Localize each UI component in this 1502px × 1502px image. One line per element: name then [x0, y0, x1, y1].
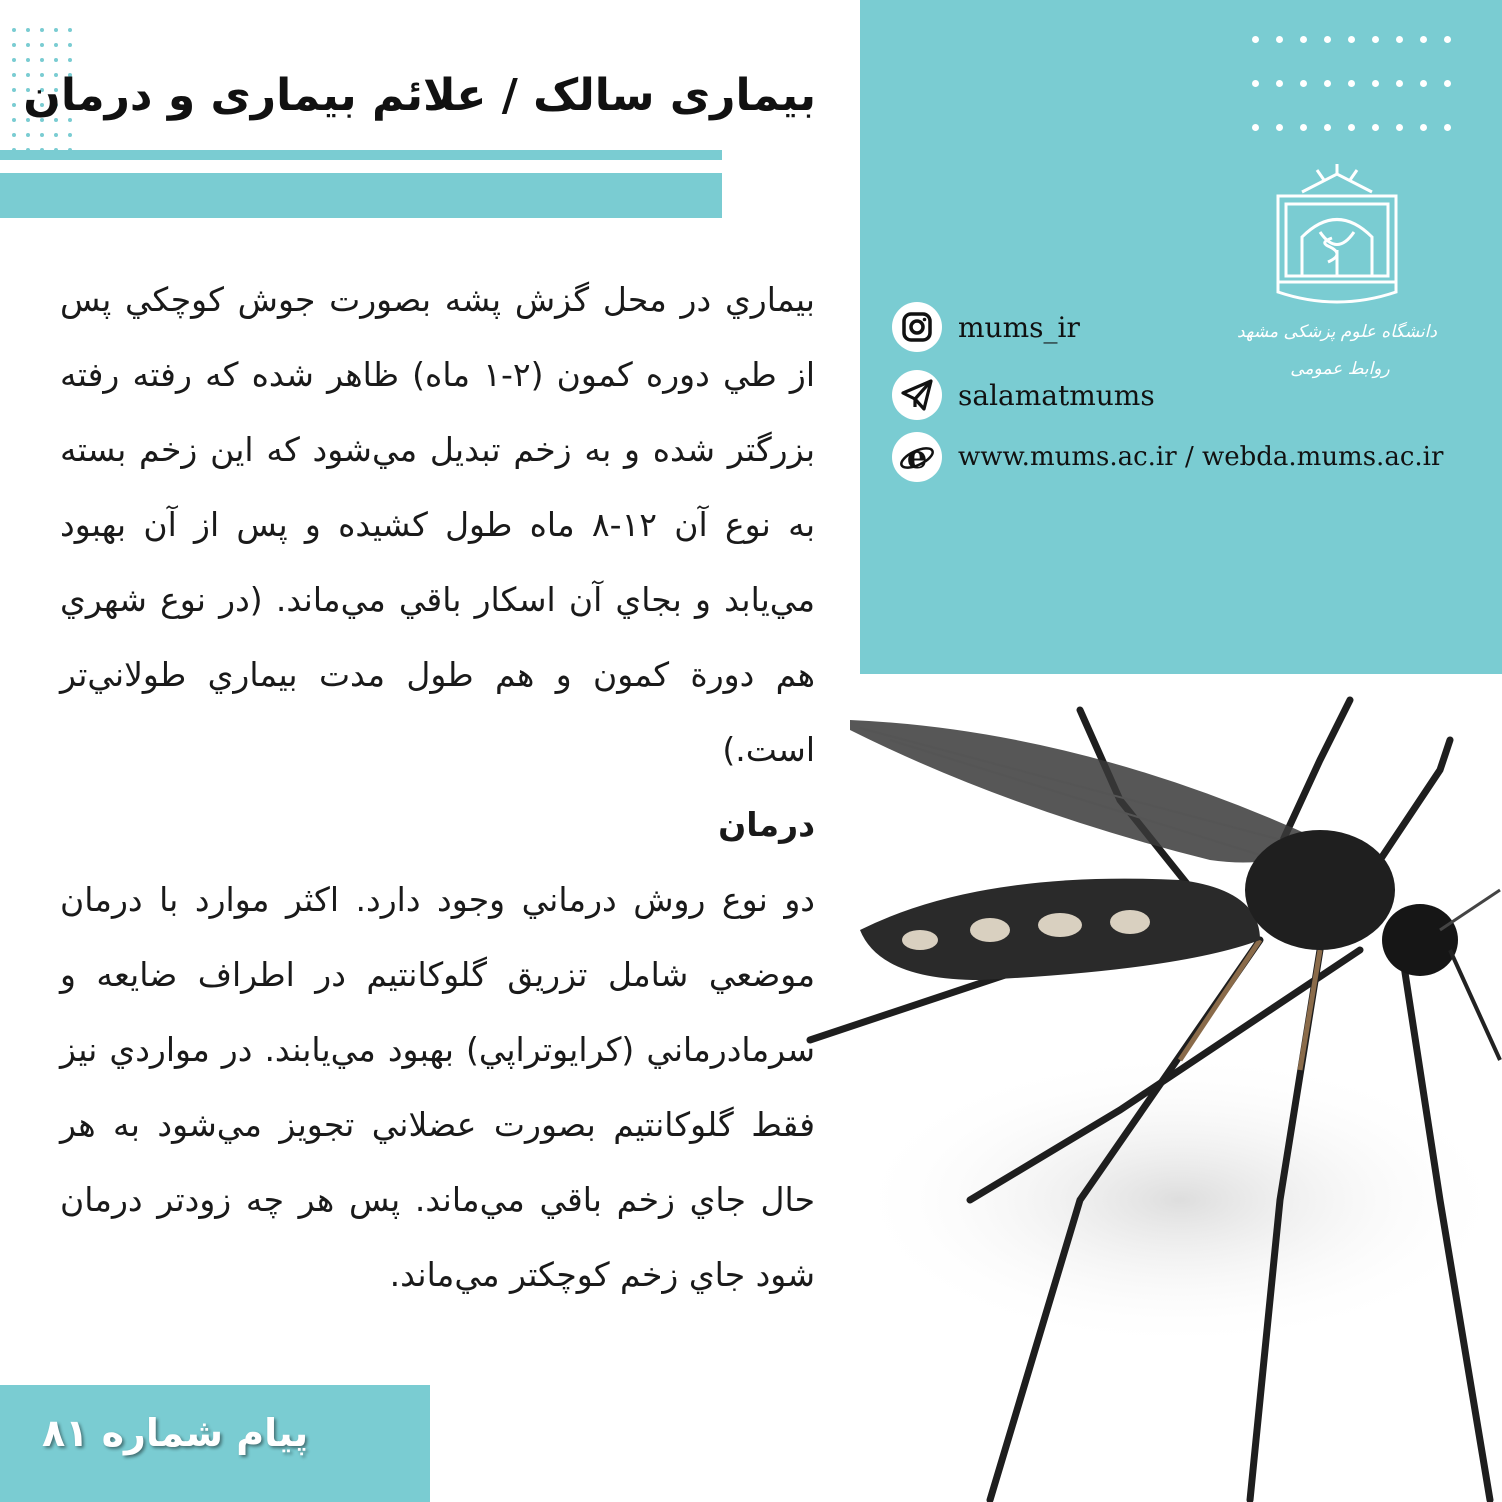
logo-university-name: دانشگاه علوم پزشکی مشهد — [1237, 322, 1437, 342]
decorative-dot — [54, 28, 58, 32]
decorative-dot — [68, 133, 72, 137]
decorative-dot — [1444, 36, 1451, 43]
decorative-dot — [1276, 80, 1283, 87]
decorative-dot — [68, 43, 72, 47]
telegram-handle[interactable]: salamatmums — [958, 378, 1155, 412]
decorative-dot — [1276, 36, 1283, 43]
title-underline-thin — [0, 150, 722, 160]
decorative-dot — [54, 133, 58, 137]
article-paragraph: دو نوع روش درماني وجود دارد. اكثر موارد با درمان موضعي شامل تزريق گلوكانتيم در اطراف ضايعه و سرمادرماني (كرايوتراپي) بهبود مي‌يابند. در مواردي نيز فقط گلوكانتيم بصورت عضلاني تجويز مي‌شود به هر حال جاي زخم باقي مي‌ماند. پس هر چه زودتر درمان شود جاي زخم كوچكتر مي‌ماند. — [60, 880, 815, 1294]
decorative-dot — [1396, 36, 1403, 43]
decorative-dot — [1252, 124, 1259, 131]
decorative-dot — [1300, 80, 1307, 87]
decorative-dot — [1372, 80, 1379, 87]
decorative-dot — [1420, 124, 1427, 131]
logo-department-name: روابط عمومی — [1290, 359, 1390, 379]
website-urls[interactable]: www.mums.ac.ir / webda.mums.ac.ir — [958, 442, 1444, 472]
decorative-dot — [12, 73, 16, 77]
title-underline-thick — [0, 173, 722, 218]
decorative-dot — [1372, 36, 1379, 43]
telegram-icon — [892, 370, 942, 420]
decorative-dot — [54, 58, 58, 62]
decorative-dot — [1324, 124, 1331, 131]
decorative-dot — [1324, 36, 1331, 43]
social-website[interactable] — [892, 432, 1443, 482]
svg-text:e: e — [906, 438, 928, 476]
decorative-dot — [26, 58, 30, 62]
decorative-dot-grid — [1252, 36, 1451, 131]
decorative-dot — [1396, 80, 1403, 87]
message-number-label: پیام شماره ۸۱ — [42, 1411, 309, 1455]
page-title: بیماری سالک / علائم بیماری و درمان — [23, 70, 816, 121]
instagram-handle[interactable]: mums_ir — [958, 310, 1080, 344]
decorative-dot — [26, 43, 30, 47]
decorative-dot — [12, 43, 16, 47]
article-paragraph: بيماري در محل گزش پشه بصورت جوش كوچكي پس از طي دوره كمون (۲-۱ ماه) ظاهر شده كه رفته رفته بزرگتر شده و به زخم تبديل مي‌شود كه اين زخم بسته به نوع آن ۱۲-۸ ماه طول كشيده و پس از آن بهبود مي‌يابد و بجاي آن اسكار باقي مي‌ماند. (در نوع شهري هم دورة كمون و هم طول مدت بيماري طولاني‌تر است.) — [60, 280, 816, 769]
decorative-dot — [1252, 80, 1259, 87]
decorative-dot — [1420, 36, 1427, 43]
decorative-dot — [68, 28, 72, 32]
decorative-dot — [68, 58, 72, 62]
decorative-dot — [40, 28, 44, 32]
decorative-dot — [12, 118, 16, 122]
decorative-dot — [12, 28, 16, 32]
decorative-dot — [1276, 124, 1283, 131]
decorative-dot — [54, 43, 58, 47]
social-telegram[interactable] — [892, 370, 1155, 420]
decorative-dot — [1252, 36, 1259, 43]
social-instagram[interactable] — [892, 302, 1080, 352]
decorative-dot — [12, 103, 16, 107]
decorative-dot — [1396, 124, 1403, 131]
decorative-dot — [1372, 124, 1379, 131]
decorative-dot — [1300, 36, 1307, 43]
decorative-dot — [26, 133, 30, 137]
internet-explorer-icon — [892, 432, 942, 482]
decorative-dot — [1444, 80, 1451, 87]
decorative-dot — [40, 58, 44, 62]
decorative-dot — [1348, 36, 1355, 43]
decorative-dot — [12, 88, 16, 92]
decorative-dot — [12, 58, 16, 62]
university-logo — [1237, 162, 1437, 402]
decorative-dot — [1348, 80, 1355, 87]
treatment-heading: درمان — [718, 805, 815, 844]
decorative-dot — [40, 43, 44, 47]
article-body — [60, 262, 815, 1312]
instagram-icon — [892, 302, 942, 352]
decorative-dot — [1348, 124, 1355, 131]
decorative-dot — [1324, 80, 1331, 87]
decorative-dot — [1420, 80, 1427, 87]
decorative-dot — [40, 133, 44, 137]
decorative-dot — [12, 133, 16, 137]
decorative-dot — [1444, 124, 1451, 131]
decorative-dot — [1300, 124, 1307, 131]
decorative-dot — [26, 28, 30, 32]
message-number-badge — [0, 1385, 430, 1502]
